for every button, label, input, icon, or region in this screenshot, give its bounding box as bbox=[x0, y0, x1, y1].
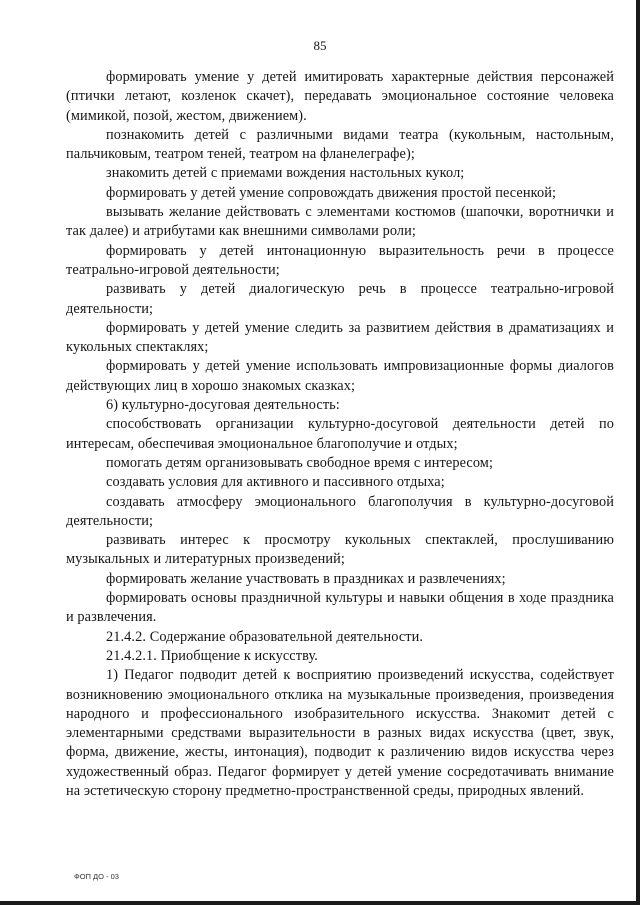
document-body bbox=[66, 68, 614, 801]
paragraph: формировать у детей интонационную выразительность речи в процессе театрально-игровой деятельности; bbox=[66, 242, 614, 278]
paragraph: развивать у детей диалогическую речь в процессе театрально-игровой деятельности; bbox=[66, 281, 614, 317]
paragraph: познакомить детей с различными видами театра (кукольным, настольным, пальчиковым, театром теней, театром на фланелеграфе); bbox=[66, 126, 614, 163]
paragraph: формировать у детей умение использовать импровизационные формы диалогов действующих лиц в хорошо знакомых сказках; bbox=[66, 358, 614, 394]
paragraph: формировать умение у детей имитировать характерные действия персонажей (птички летают, козленок скачет), передавать эмоциональное состояние человека (мимикой, позой, жестом, движением). bbox=[66, 69, 614, 124]
paragraph: формировать у детей умение следить за развитием действия в драматизациях и кукольных спектаклях; bbox=[66, 319, 614, 356]
page-number: 85 bbox=[313, 38, 327, 53]
paragraph: знакомить детей с приемами вождения настольных кукол; bbox=[106, 165, 465, 182]
paragraph: способствовать организации культурно-досуговой деятельности детей по интересам, обеспечивая эмоциональное благополучие и отдых; bbox=[66, 416, 614, 452]
paragraph: формировать желание участвовать в праздниках и развлечениях; bbox=[106, 570, 506, 587]
paragraph: создавать атмосферу эмоционального благополучия в культурно-досуговой деятельности; bbox=[66, 493, 614, 529]
scan-edge-right bbox=[636, 0, 640, 905]
section-item: 6) культурно-досуговая деятельность: bbox=[106, 397, 340, 414]
paragraph: 1) Педагог подводит детей к восприятию произведений искусства, содействует возникновению эмоционального отклика на музыкальные произведения, произведения народного и профессионального изобразительного искусства. Знакомит детей с элементарными средствами выразительности в разных видах искусства (цвет, звук, форма, движение, жесты, интонация), подводит к различению видов искусства через художественный образ. Педагог формирует у детей умение сосредотачивать внимание на эстетическую сторону предметно-пространственной среды, природных явлений. bbox=[66, 667, 614, 799]
footer-code: ФОП ДО - 03 bbox=[74, 872, 119, 881]
paragraph: формировать у детей умение сопровождать движения простой песенкой; bbox=[106, 184, 557, 201]
subsection-heading: 21.4.2.1. Приобщение к искусству. bbox=[106, 647, 318, 664]
paragraph: развивать интерес к просмотру кукольных спектаклей, прослушиванию музыкальных и литературных произведений; bbox=[66, 532, 614, 568]
paragraph: формировать основы праздничной культуры и навыки общения в ходе праздника и развлечения. bbox=[66, 590, 614, 626]
scan-edge-bottom bbox=[0, 901, 640, 905]
paragraph: помогать детям организовывать свободное время с интересом; bbox=[106, 454, 494, 471]
section-heading: 21.4.2. Содержание образовательной деятельности. bbox=[106, 628, 424, 645]
paragraph: вызывать желание действовать с элементами костюмов (шапочки, воротнички и так далее) и атрибутами как внешними символами роли; bbox=[66, 204, 614, 240]
paragraph: создавать условия для активного и пассивного отдыха; bbox=[106, 474, 445, 491]
